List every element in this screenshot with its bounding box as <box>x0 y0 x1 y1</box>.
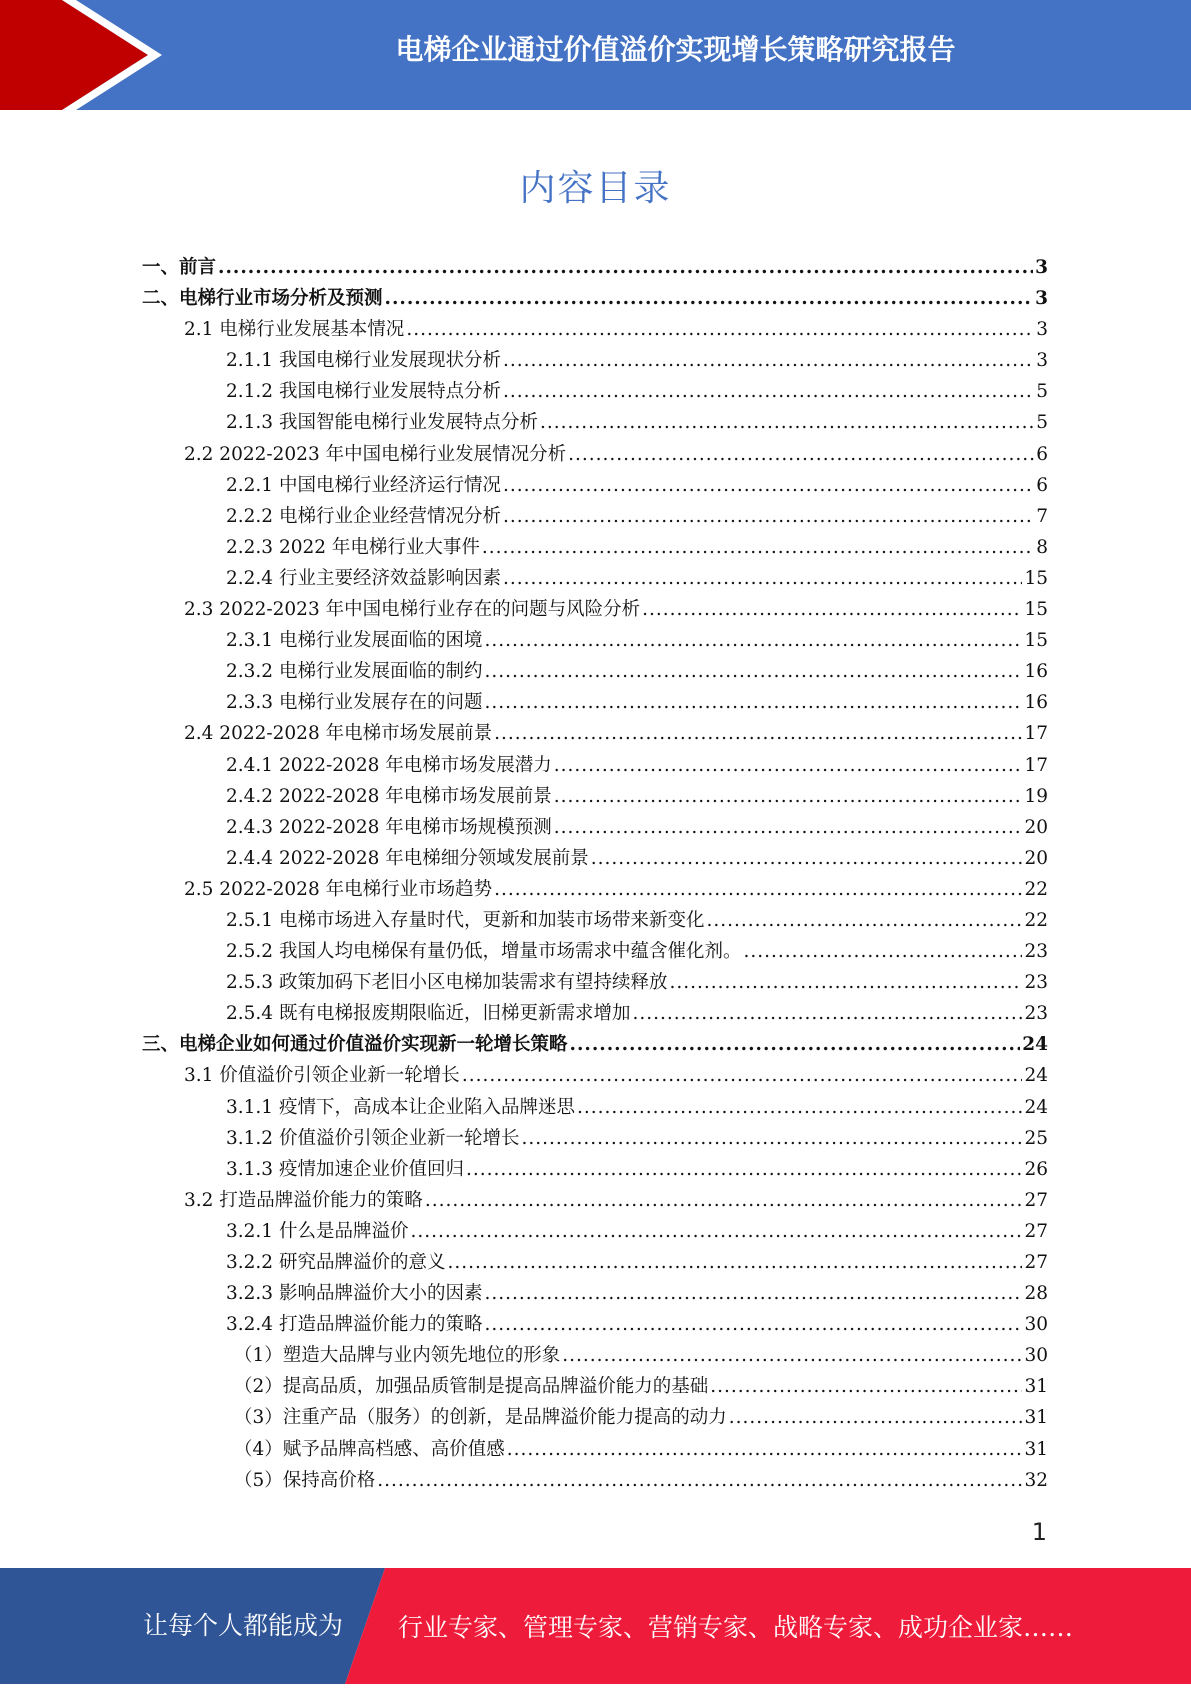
toc-dot-leader <box>484 661 1022 682</box>
toc-entry-page: 24 <box>1024 1096 1048 1118</box>
toc-entry[interactable] <box>142 1279 1048 1310</box>
toc-dot-leader <box>425 1190 1023 1211</box>
toc-entry-label: 2.4.1 2022-2028 年电梯市场发展潜力 <box>226 754 552 776</box>
toc-entry[interactable] <box>142 408 1048 439</box>
toc-dot-leader <box>706 910 1022 931</box>
toc-entry[interactable] <box>142 875 1048 906</box>
toc-dot-leader <box>385 288 1034 309</box>
toc-entry[interactable] <box>142 1093 1048 1124</box>
toc-entry[interactable] <box>142 1061 1048 1092</box>
toc-dot-leader <box>521 1128 1022 1149</box>
toc-entry-label: 三、电梯企业如何通过价值溢价实现新一轮增长策略 <box>142 1034 568 1056</box>
toc-entry[interactable] <box>142 284 1048 315</box>
toc-entry[interactable] <box>142 906 1048 937</box>
toc-entry[interactable] <box>142 1310 1048 1341</box>
toc-entry-page: 27 <box>1024 1189 1048 1211</box>
toc-dot-leader <box>632 1003 1022 1024</box>
toc-entry-page: 23 <box>1024 972 1048 994</box>
toc-dot-leader <box>494 879 1022 900</box>
toc-entry-label: 2.3 2022-2023 年中国电梯行业存在的问题与风险分析 <box>184 599 641 621</box>
toc-entry-label: 2.4.3 2022-2028 年电梯市场规模预测 <box>226 816 552 838</box>
toc-dot-leader <box>669 972 1022 993</box>
toc-entry-label: 2.4 2022-2028 年电梯市场发展前景 <box>184 723 493 745</box>
toc-entry-page: 3 <box>1035 288 1048 310</box>
toc-entry-label: 2.2.1 中国电梯行业经济运行情况 <box>226 474 501 496</box>
toc-entry-label: 3.1.3 疫情加速企业价值回归 <box>226 1158 464 1180</box>
toc-dot-leader <box>570 1034 1021 1055</box>
toc-dot-leader <box>377 1470 1022 1491</box>
toc-entry-page: 26 <box>1024 1158 1048 1180</box>
toc-entry-label: （2）提高品质，加强品质管制是提高品牌溢价能力的基础 <box>234 1376 709 1398</box>
toc-entry-label: 3.2.4 打造品牌溢价能力的策略 <box>226 1314 483 1336</box>
toc-dot-leader <box>729 1407 1023 1428</box>
toc-entry-page: 3 <box>1036 350 1048 372</box>
toc-entry-page: 31 <box>1024 1407 1048 1429</box>
toc-entry-page: 16 <box>1024 692 1048 714</box>
toc-entry-page: 17 <box>1024 723 1048 745</box>
toc-entry-label: 3.1.2 价值溢价引领企业新一轮增长 <box>226 1127 520 1149</box>
toc-entry[interactable] <box>142 502 1048 533</box>
toc-entry[interactable] <box>142 377 1048 408</box>
toc-entry-label: 3.1.1 疫情下，高成本让企业陷入品牌迷思 <box>226 1096 575 1118</box>
toc-entry[interactable] <box>142 844 1048 875</box>
toc-entry-label: 2.5 2022-2028 年电梯行业市场趋势 <box>184 878 493 900</box>
footer-banner <box>0 1568 1191 1684</box>
toc-entry-page: 30 <box>1024 1314 1048 1336</box>
toc-dot-leader <box>484 1283 1022 1304</box>
toc-entry[interactable] <box>142 595 1048 626</box>
toc-entry-page: 20 <box>1024 847 1048 869</box>
toc-entry-label: 2.1.2 我国电梯行业发展特点分析 <box>226 381 501 403</box>
toc-entry-page: 27 <box>1024 1220 1048 1242</box>
toc-entry-page: 27 <box>1024 1252 1048 1273</box>
toc-dot-leader <box>743 941 1022 962</box>
toc-entry-label: 2.4.4 2022-2028 年电梯细分领域发展前景 <box>226 847 589 869</box>
toc-entry-page: 6 <box>1036 443 1048 465</box>
toc-entry-label: 2.2 2022-2023 年中国电梯行业发展情况分析 <box>184 443 567 465</box>
toc-entry-label: 3.2.1 什么是品牌溢价 <box>226 1220 409 1242</box>
toc-entry-page: 5 <box>1036 381 1048 403</box>
toc-entry-page: 8 <box>1036 536 1048 558</box>
toc-dot-leader <box>494 723 1022 744</box>
toc-entry-page: 15 <box>1024 567 1048 589</box>
toc-entry-page: 7 <box>1036 505 1048 527</box>
toc-entry[interactable] <box>142 1186 1048 1217</box>
toc-dot-leader <box>503 506 1034 527</box>
toc-dot-leader <box>591 848 1023 869</box>
toc-dot-leader <box>406 319 1034 340</box>
toc-entry[interactable] <box>142 813 1048 844</box>
toc-dot-leader <box>503 381 1034 402</box>
toc-entry[interactable] <box>142 937 1048 968</box>
toc-entry-page: 24 <box>1024 1065 1048 1087</box>
toc-entry[interactable] <box>142 564 1048 595</box>
toc-entry-label: 2.2.3 2022 年电梯行业大事件 <box>226 536 480 558</box>
toc-entry-page: 16 <box>1024 661 1048 683</box>
toc-dot-leader <box>447 1252 1022 1273</box>
toc-entry-label: 2.5.3 政策加码下老旧小区电梯加装需求有望持续释放 <box>226 972 668 994</box>
toc-entry-label: 2.3.2 电梯行业发展面临的制约 <box>226 661 483 683</box>
toc-entry-page: 32 <box>1024 1469 1048 1491</box>
toc-entry-label: 2.1.3 我国智能电梯行业发展特点分析 <box>226 412 538 434</box>
header-banner <box>0 0 1191 110</box>
toc-entry[interactable] <box>142 968 1048 999</box>
toc-entry[interactable] <box>142 626 1048 657</box>
toc-entry-label: 3.2 打造品牌溢价能力的策略 <box>184 1189 423 1211</box>
toc-entry-page: 17 <box>1024 754 1048 776</box>
toc-dot-leader <box>410 1221 1022 1242</box>
toc-entry[interactable] <box>142 253 1048 284</box>
toc-entry-page: 20 <box>1024 816 1048 838</box>
toc-dot-leader <box>484 1314 1022 1335</box>
toc-entry[interactable] <box>142 1155 1048 1186</box>
toc-entry[interactable] <box>142 533 1048 564</box>
toc-entry-label: （3）注重产品（服务）的创新，是品牌溢价能力提高的动力 <box>234 1407 727 1429</box>
table-of-contents <box>142 253 1048 1497</box>
toc-entry-page: 3 <box>1036 319 1048 341</box>
toc-entry-page: 15 <box>1024 630 1048 652</box>
toc-dot-leader <box>503 568 1022 589</box>
toc-dot-leader <box>484 692 1022 713</box>
toc-entry-label: 2.3.1 电梯行业发展面临的困境 <box>226 630 483 652</box>
toc-entry[interactable] <box>142 657 1048 688</box>
toc-entry-page: 15 <box>1024 599 1048 621</box>
toc-entry[interactable] <box>142 1341 1048 1372</box>
toc-entry[interactable] <box>142 1435 1048 1466</box>
page-number: 1 <box>1031 1518 1047 1546</box>
toc-entry[interactable] <box>142 751 1048 782</box>
toc-entry[interactable] <box>142 1466 1048 1497</box>
toc-entry-label: （4）赋予品牌高档感、高价值感 <box>234 1438 505 1460</box>
footer-slogan-left: 让每个人都能成为 <box>143 1611 344 1640</box>
toc-entry-label: （5）保持高价格 <box>234 1469 376 1491</box>
toc-entry-page: 22 <box>1024 878 1048 900</box>
toc-entry-page: 22 <box>1024 909 1048 931</box>
toc-dot-leader <box>482 537 1034 558</box>
toc-dot-leader <box>554 817 1023 838</box>
toc-entry-page: 24 <box>1022 1034 1048 1056</box>
toc-dot-leader <box>562 1345 1022 1366</box>
header-title: 电梯企业通过价值溢价实现增长策略研究报告 <box>395 33 956 66</box>
toc-dot-leader <box>484 630 1022 651</box>
toc-entry[interactable] <box>142 471 1048 502</box>
toc-dot-leader <box>466 1159 1022 1180</box>
toc-entry-label: 2.3.3 电梯行业发展存在的问题 <box>226 692 483 714</box>
toc-entry-label: 2.5.4 既有电梯报废期限临近，旧梯更新需求增加 <box>226 1003 631 1025</box>
toc-entry-label: 2.1.1 我国电梯行业发展现状分析 <box>226 350 501 372</box>
toc-dot-leader <box>218 257 1033 278</box>
toc-entry-page: 31 <box>1024 1438 1048 1460</box>
toc-entry-page: 23 <box>1024 1003 1048 1025</box>
toc-dot-leader <box>554 786 1023 807</box>
toc-dot-leader <box>554 755 1023 776</box>
toc-entry[interactable] <box>142 719 1048 750</box>
toc-dot-leader <box>710 1376 1022 1397</box>
toc-entry[interactable] <box>142 315 1048 346</box>
toc-entry-page: 3 <box>1035 257 1048 278</box>
toc-entry-label: 2.2.4 行业主要经济效益影响因素 <box>226 567 501 589</box>
toc-dot-leader <box>642 599 1022 620</box>
toc-entry-label: 二、电梯行业市场分析及预测 <box>142 288 383 310</box>
toc-entry-label: （1）塑造大品牌与业内领先地位的形象 <box>234 1345 561 1367</box>
toc-entry[interactable] <box>142 1030 1048 1061</box>
toc-entry[interactable] <box>142 1403 1048 1434</box>
toc-entry-page: 28 <box>1024 1283 1048 1305</box>
toc-dot-leader <box>507 1439 1023 1460</box>
toc-entry-page: 6 <box>1036 474 1048 496</box>
footer-slogan-right: 行业专家、管理专家、营销专家、战略专家、成功企业家…… <box>398 1613 1074 1642</box>
toc-dot-leader <box>462 1065 1023 1086</box>
page-title: 内容目录 <box>519 168 672 209</box>
toc-entry-label: 3.2.2 研究品牌溢价的意义 <box>226 1252 446 1273</box>
toc-entry[interactable] <box>142 688 1048 719</box>
toc-entry[interactable] <box>142 1372 1048 1403</box>
toc-entry[interactable] <box>142 999 1048 1030</box>
toc-entry-page: 31 <box>1024 1376 1048 1398</box>
toc-entry-page: 25 <box>1024 1127 1048 1149</box>
toc-entry-page: 23 <box>1024 941 1048 963</box>
toc-entry-page: 5 <box>1036 412 1048 434</box>
toc-entry[interactable] <box>142 782 1048 813</box>
toc-entry-page: 30 <box>1024 1345 1048 1367</box>
toc-dot-leader <box>503 475 1034 496</box>
toc-entry[interactable] <box>142 1217 1048 1248</box>
toc-entry[interactable] <box>142 1248 1048 1279</box>
toc-dot-leader <box>503 350 1034 371</box>
toc-dot-leader <box>577 1097 1022 1118</box>
toc-dot-leader <box>568 444 1034 465</box>
toc-entry-label: 2.2.2 电梯行业企业经营情况分析 <box>226 505 501 527</box>
toc-entry[interactable] <box>142 346 1048 377</box>
toc-entry-page: 19 <box>1024 785 1048 807</box>
toc-dot-leader <box>540 412 1034 433</box>
toc-entry-label: 2.1 电梯行业发展基本情况 <box>184 319 405 341</box>
toc-entry-label: 2.5.2 我国人均电梯保有量仍低，增量市场需求中蕴含催化剂。 <box>226 941 742 963</box>
toc-entry[interactable] <box>142 440 1048 471</box>
toc-entry-label: 一、前言 <box>142 257 217 278</box>
toc-entry[interactable] <box>142 1124 1048 1155</box>
toc-entry-label: 2.4.2 2022-2028 年电梯市场发展前景 <box>226 785 552 807</box>
toc-entry-label: 2.5.1 电梯市场进入存量时代，更新和加装市场带来新变化 <box>226 909 705 931</box>
toc-entry-label: 3.1 价值溢价引领企业新一轮增长 <box>184 1065 460 1087</box>
toc-entry-label: 3.2.3 影响品牌溢价大小的因素 <box>226 1283 483 1305</box>
